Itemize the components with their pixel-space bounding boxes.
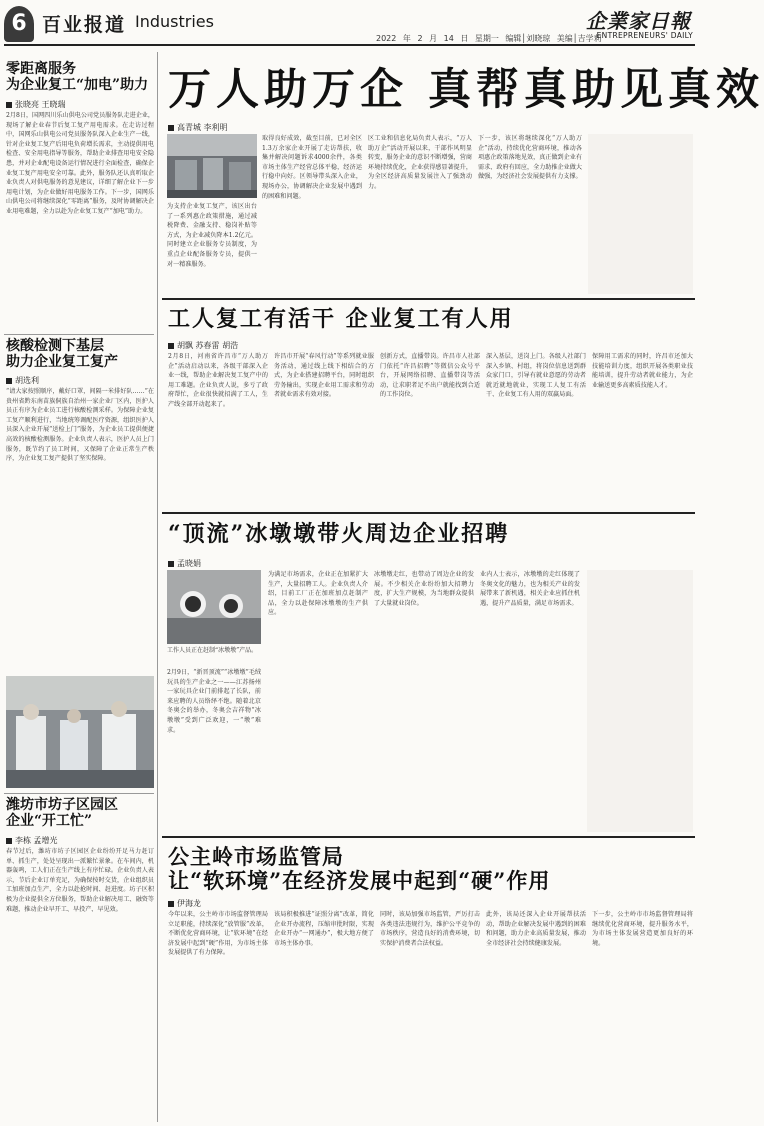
main-article-author: 高青城 李利明 — [177, 123, 228, 132]
article-6-col-1: 2月9日，“新晋顶流”“冰墩墩”毛绒玩具的生产企业之一——江苏扬州一家玩具企业门前排起了长队，前来应聘的人员络绎不绝。随着北京冬奥会的举办，冬奥会吉祥物“冰墩墩”受到广泛欢迎，一“墩”难求。 — [167, 669, 261, 734]
main-article-col-3: 下一步，该区将继续深化“万人助万企”活动，持续优化营商环境，推动各项惠企政策落地见效，真正做到企业有需求、政府有回应，全力助推企业做大做强，为经济社会发展提供有力支撑。 — [478, 135, 582, 181]
column-divider — [157, 52, 158, 1122]
article-1-author: 张晓亮 王晓瑞 — [15, 100, 66, 109]
article-7-author: 伊海龙 — [177, 899, 201, 908]
article-6-title: “顶流”冰墩墩带火周边企业招聘 — [168, 521, 510, 547]
article-5-col-5: 保障用工需求的同时，许昌市还加大技能培训力度，组织开展各类职业技能培训，提升劳动者就业能力，为企业输送更多高素质技能人才。 — [592, 353, 693, 389]
masthead — [0, 0, 699, 46]
toy-line-photo — [167, 570, 261, 644]
article-6-col-3: 冰墩墩走红，也带动了周边企业的发展。不少相关企业纷纷加大招聘力度，扩大生产规模，为当地群众提供了大量就业岗位。 — [374, 571, 474, 607]
article-1-byline — [6, 99, 66, 110]
workshop-photo — [588, 134, 693, 294]
newspaper-logo: 企業家日報 — [586, 9, 691, 33]
article-3-title — [6, 798, 156, 829]
byline-marker-icon — [168, 125, 174, 131]
article-2-byline — [6, 375, 39, 386]
article-1-body: 2月8日，国网四川乐山供电公司党员服务队走进企业，现场了解企业春节后复工复产用电需求。在走访过程中，国网乐山供电公司党员服务队深入企业生产一线，针对企业复工复产后用电负荷增长需求，主动提供用电检查、安全用电指导等服务，帮助企业排查用电安全隐患，并对企业配电设备运行情况进行全面检查，确保企业复工复产用电安全可靠。此外，服务队还认真听取企业负责人对供电服务的意见建议，详细了解企业下一步用电计划，为企业做好用电服务工作。下一步，国网乐山供电公司将继续深化“零距离”服务，及时协调解决企业用电难题，全力以赴为企业复工复产“加电”助力。 — [6, 112, 154, 215]
section-title-en: Industries — [135, 12, 214, 31]
article-7-title-line-1: 公主岭市场监管局 — [168, 844, 344, 869]
article-2-author: 胡选利 — [15, 376, 39, 385]
article-7-title-line-2: 让“软环境”在经济发展中起到“硬”作用 — [168, 867, 551, 893]
article-7-col-5: 下一步，公主岭市市场监督管理局将继续优化营商环境，提升服务水平，为市场主体发展营造更加良好的环境。 — [592, 911, 693, 947]
article-2-body: “请大家按照顺序，戴好口罩，间隔一米排好队……”在贵州省黔东南苗族侗族自治州一家企业厂区内，医护人员正有序为企业员工进行核酸检测采样。为保障企业复工复产顺利进行，当地统筹调配医疗资源，组织医护人员深入企业开展“送检上门”服务，为企业员工提供便捷高效的核酸检测服务。企业负责人表示，医护人员上门服务，既节约了员工时间，又保障了企业正常生产秩序，为企业复工复产提供了坚实保障。 — [6, 388, 154, 463]
section-divider — [162, 512, 695, 514]
toy-shop-photo — [587, 570, 693, 832]
divider — [4, 334, 154, 335]
article-5-col-3: 创新方式，直播带岗。许昌市人社部门依托“许昌招聘”等微信公众号平台，开展网络招聘、直播带岗等活动，让求职者足不出户就能找到合适的工作岗位。 — [380, 353, 480, 399]
article-2-title-line-1: 核酸检测下基层 — [6, 338, 104, 354]
byline-marker-icon — [168, 343, 174, 349]
divider — [4, 793, 154, 794]
lab-staff-image — [6, 676, 154, 788]
dateline: 2022 年 2 月 14 日 星期一 编辑│刘晓琼 美编│吉学莉 — [376, 34, 602, 43]
section-title: 百业报道 — [42, 14, 127, 36]
article-3-byline — [6, 835, 58, 846]
section-divider — [162, 298, 695, 300]
article-3-title-line-2: 企业“开工忙” — [6, 812, 93, 829]
masthead-rule — [4, 44, 695, 46]
article-7-col-3: 同时，该局加强市场监管，严厉打击各类违法违规行为，维护公平竞争的市场秩序，营造良好的消费环境，切实保护消费者合法权益。 — [380, 911, 480, 947]
byline-marker-icon — [168, 561, 174, 567]
article-2-title-line-2: 助力企业复工复产 — [6, 353, 118, 370]
article-5-byline — [168, 340, 238, 351]
factory-hall-image — [167, 134, 257, 198]
article-7-title — [168, 845, 550, 892]
article-6-col-4: 业内人士表示，冰墩墩的走红体现了冬奥文化的魅力，也为相关产业的发展带来了新机遇，相关企业应抓住机遇，提升产品质量，满足市场需求。 — [480, 571, 580, 607]
article-3-body: 春节过后，潍坊市坊子区园区企业纷纷开足马力赶订单、抓生产，处处呈现出一派繁忙景象。在车间内，机器轰鸣，工人们正在生产线上有序忙碌。企业负责人表示，节后企业订单充足，为确保按时交货，企业组织员工加班加点生产，全力以赴抢时间、赶进度。坊子区积极为企业提供全方位服务，帮助企业解决用工、融资等难题，推动企业早开工、早投产、早见效。 — [6, 848, 154, 913]
toy-line-image — [167, 570, 261, 644]
byline-marker-icon — [6, 838, 12, 844]
byline-marker-icon — [168, 901, 174, 907]
article-2-title — [6, 339, 156, 370]
article-1-title — [6, 62, 156, 93]
article-5-title: 工人复工有活干 企业复工有人用 — [168, 306, 514, 332]
article-5-col-1: 2月8日，河南省许昌市“万人助万企”活动启动以来，各级干部深入企业一线，帮助企业解决复工复产中的用工难题。企业负责人说，多亏了政府帮忙，企业很快就招满了工人，生产线全部开动起来了。 — [168, 353, 268, 408]
article-7-byline — [168, 898, 201, 909]
article-5-author: 胡飘 苏春雷 胡浩 — [177, 341, 239, 350]
main-article-col-1b: 为支持企业复工复产，该区出台了一系列惠企政策措施，通过减税降费、金融支持、稳岗补贴等方式，为企业减负降本1.2亿元。同时建立企业服务专员制度，为重点企业配备服务专员，提供一对一精准服务。 — [167, 203, 257, 268]
toy-shop-image — [587, 570, 693, 832]
article-1-title-line-1: 零距离服务 — [6, 61, 76, 77]
lab-staff-photo — [6, 676, 154, 788]
workshop-image — [588, 134, 693, 294]
article-5-col-2: 许昌市开展“春风行动”等系列就业服务活动，通过线上线下相结合的方式，为企业搭建招聘平台，同时组织劳务输出，实现企业用工需求和劳动者就业需求有效对接。 — [274, 353, 374, 399]
article-7-col-1: 今年以来，公主岭市市场监督管理局立足职能，持续深化“放管服”改革，不断优化营商环境，让“软环境”在经济发展中起到“硬”作用，为市场主体发展提供了有力保障。 — [168, 911, 268, 957]
section-divider — [162, 836, 695, 838]
main-article-col-2: 区工业和信息化局负责人表示，“万人助万企”活动开展以来，干部作风明显转变，服务企业的意识不断增强，营商环境持续优化，企业获得感显著提升，为全区经济高质量发展注入了强劲动力。 — [368, 135, 472, 190]
byline-marker-icon — [6, 102, 12, 108]
article-6-byline — [168, 558, 201, 569]
main-article-byline — [168, 122, 228, 133]
main-headline: 万人助万企 真帮真助见真效 — [168, 65, 764, 115]
page-number-badge: 6 — [4, 6, 34, 42]
article-1-title-line-2: 为企业复工“加电”助力 — [6, 76, 149, 93]
article-3-author: 李栋 孟增光 — [15, 836, 58, 845]
article-3-title-line-1: 潍坊市坊子区园区 — [6, 797, 118, 813]
article-6-author: 孟晓娟 — [177, 559, 201, 568]
article-6-col-2: 为满足市场需求，企业正在加紧扩大生产，大量招聘工人。企业负责人介绍，目前工厂正在加班加点赶制产品，全力以赴保障冰墩墩的生产供应。 — [268, 571, 368, 617]
byline-marker-icon — [6, 378, 12, 384]
article-5-col-4: 深入基层，送岗上门。各级人社部门深入乡镇、村组，将岗位信息送到群众家门口，引导有就业意愿的劳动者就近就地就业，实现工人复工有活干、企业复工有人用的双赢局面。 — [486, 353, 586, 399]
factory-hall-photo — [167, 134, 257, 198]
main-article-col-1: 取得良好成效，截至目前，已对全区1.3万余家企业开展了走访帮扶，收集并解决问题诉求4000余件，各类市场主体生产经营总体平稳，经济运行稳中向好。区领导带头深入企业，现场办公，协调解决企业发展中遇到的困难和问题。 — [262, 135, 362, 200]
article-7-col-4: 此外，该局还深入企业开展帮扶活动，帮助企业解决发展中遇到的困难和问题，助力企业高质量发展，推动全市经济社会持续健康发展。 — [486, 911, 586, 947]
newspaper-logo-en: ENTREPRENEURS' DAILY — [596, 31, 693, 40]
photo-caption: 工作人员正在赶制“冰墩墩”产品。 — [167, 647, 258, 654]
article-7-col-2: 该局积极推进“证照分离”改革，简化企业开办流程，压缩审批时限，实现企业开办“一网通办”，极大地方便了市场主体办事。 — [274, 911, 374, 947]
